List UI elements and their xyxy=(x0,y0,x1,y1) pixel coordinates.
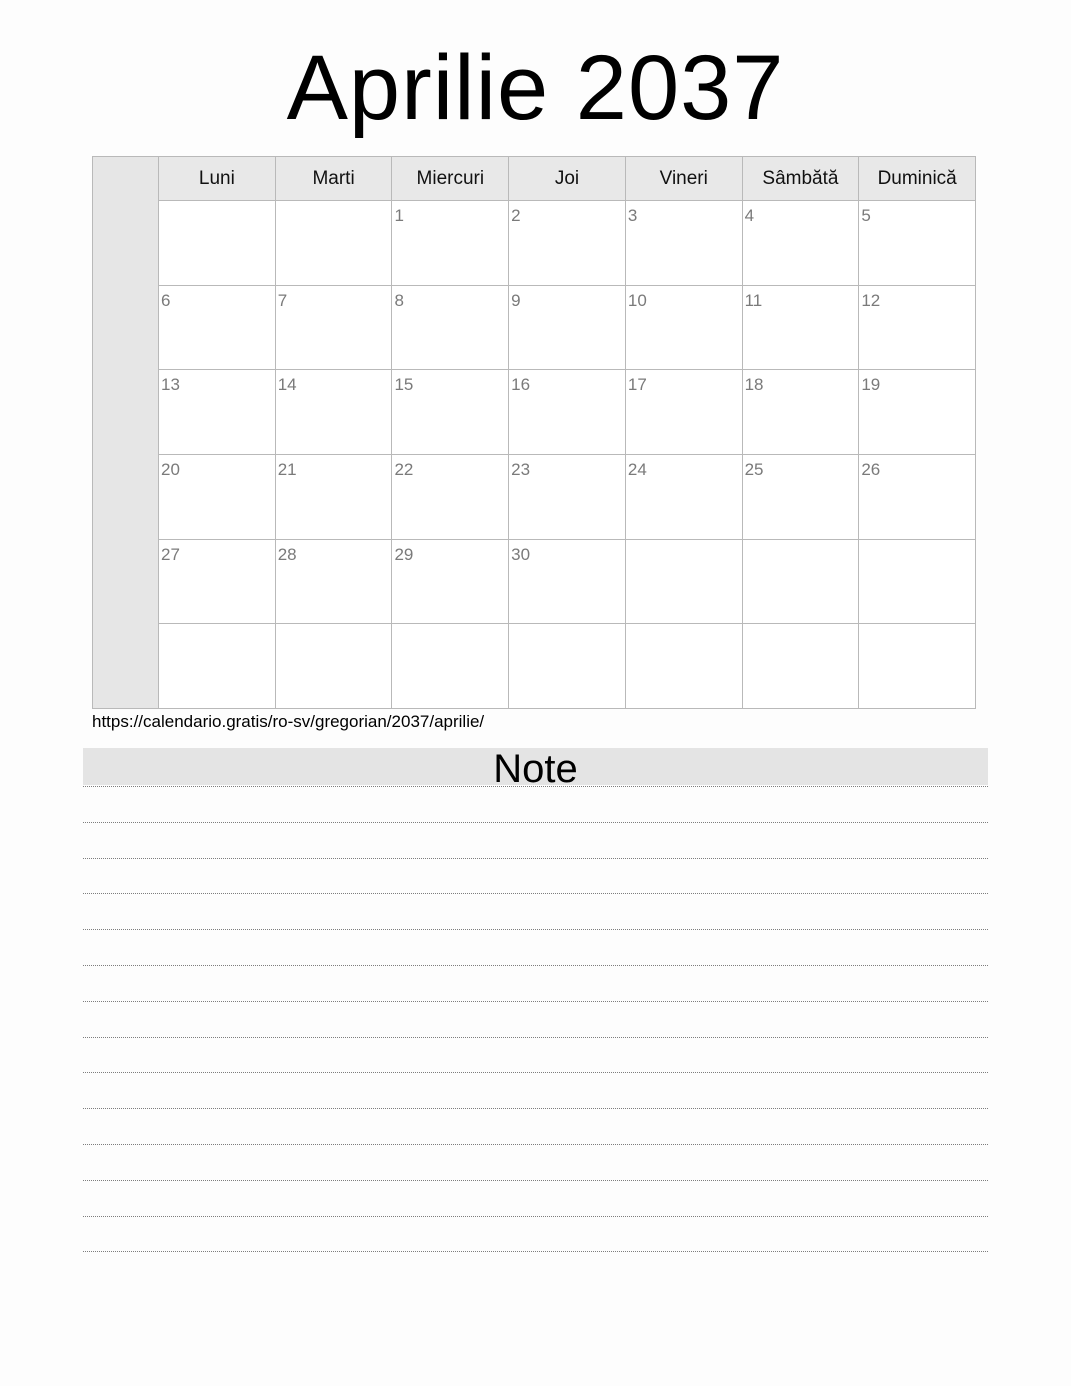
day-cell xyxy=(743,370,860,454)
day-number: 12 xyxy=(861,290,881,310)
notes-title: Note xyxy=(83,748,988,785)
week-row xyxy=(159,624,975,708)
day-cell xyxy=(159,201,276,285)
day-cell xyxy=(392,286,509,370)
day-number: 9 xyxy=(511,290,521,310)
day-cell xyxy=(509,286,626,370)
note-line xyxy=(83,1037,988,1038)
day-cell xyxy=(859,624,975,708)
day-cell xyxy=(859,370,975,454)
note-line xyxy=(83,1251,988,1252)
note-line xyxy=(83,893,988,894)
note-line xyxy=(83,1180,988,1181)
day-number: 2 xyxy=(511,206,521,225)
day-cell xyxy=(159,370,276,454)
day-number: 11 xyxy=(744,290,763,310)
weekday-label: Marti xyxy=(276,157,393,200)
day-cell xyxy=(392,455,509,539)
note-line xyxy=(83,1144,988,1145)
week-row xyxy=(159,201,975,286)
day-number: 10 xyxy=(627,290,647,310)
weekday-label: Duminică xyxy=(877,167,957,189)
day-number: 15 xyxy=(394,375,414,395)
day-cell xyxy=(276,286,393,370)
day-number: 25 xyxy=(744,460,764,480)
day-number: 30 xyxy=(511,544,531,564)
calendar-grid xyxy=(92,156,976,709)
day-number: 20 xyxy=(161,460,180,480)
day-cell xyxy=(859,286,975,370)
week-row xyxy=(159,540,975,625)
day-cell xyxy=(626,286,743,370)
day-number: 3 xyxy=(627,206,638,225)
day-cell xyxy=(626,370,743,454)
day-cell xyxy=(276,540,393,624)
day-number: 8 xyxy=(394,290,404,310)
source-url: https://calendario.gratis/ro-sv/gregorian/2037/aprilie/ xyxy=(92,712,485,731)
note-line xyxy=(83,786,988,787)
day-cell xyxy=(276,370,393,454)
day-cell xyxy=(509,455,626,539)
day-number: 27 xyxy=(161,544,180,564)
day-cell xyxy=(626,624,743,708)
day-number: 16 xyxy=(511,375,531,395)
day-cell xyxy=(626,455,743,539)
note-line xyxy=(83,1072,988,1073)
day-number: 6 xyxy=(161,290,171,310)
day-cell xyxy=(743,624,860,708)
weekday-label: Miercuri xyxy=(392,157,509,200)
day-cell xyxy=(159,540,276,624)
day-cell xyxy=(509,540,626,624)
day-cell xyxy=(276,201,393,285)
day-cell xyxy=(859,540,975,624)
note-line xyxy=(83,965,988,966)
day-cell xyxy=(626,201,743,285)
day-number: 23 xyxy=(511,460,531,480)
day-number: 1 xyxy=(394,206,404,225)
day-number: 13 xyxy=(161,375,180,395)
note-line xyxy=(83,858,988,859)
day-number: 18 xyxy=(744,375,764,395)
day-cell xyxy=(276,455,393,539)
day-cell xyxy=(743,201,860,285)
note-line xyxy=(83,929,988,930)
day-number: 4 xyxy=(744,206,755,225)
weekday-label: Luni xyxy=(159,157,276,200)
note-line xyxy=(83,1108,988,1109)
day-number: 19 xyxy=(861,375,881,395)
weekday-label: Sâmbătă xyxy=(743,157,860,200)
day-cell xyxy=(392,370,509,454)
day-number: 28 xyxy=(277,544,297,564)
day-cell xyxy=(859,201,975,285)
calendar-title: Aprilie 2037 xyxy=(286,37,785,139)
day-number: 21 xyxy=(277,460,297,480)
day-cell xyxy=(276,624,393,708)
week-row xyxy=(159,286,975,371)
day-cell xyxy=(392,540,509,624)
weekday-header xyxy=(159,157,975,201)
weekday-label: Vineri xyxy=(626,157,743,200)
day-cell xyxy=(743,286,860,370)
day-cell xyxy=(743,540,860,624)
calendar-body xyxy=(159,157,975,708)
day-cell xyxy=(743,455,860,539)
day-cell xyxy=(859,455,975,539)
day-number: 26 xyxy=(861,460,881,480)
day-cell xyxy=(626,540,743,624)
note-line xyxy=(83,822,988,823)
day-number: 14 xyxy=(277,375,297,395)
week-number-column xyxy=(93,157,159,708)
weekday-label: Joi xyxy=(509,157,626,200)
day-number: 7 xyxy=(277,290,288,310)
day-cell xyxy=(159,455,276,539)
week-row xyxy=(159,370,975,455)
day-cell xyxy=(159,624,276,708)
day-cell xyxy=(509,201,626,285)
day-number: 24 xyxy=(627,460,647,480)
day-cell xyxy=(509,370,626,454)
day-number: 5 xyxy=(861,206,871,225)
day-cell xyxy=(509,624,626,708)
day-number: 22 xyxy=(394,460,414,480)
week-row xyxy=(159,455,975,540)
day-cell xyxy=(159,286,276,370)
day-cell xyxy=(392,624,509,708)
note-line xyxy=(83,1001,988,1002)
day-number: 17 xyxy=(627,375,647,395)
note-line xyxy=(83,1216,988,1217)
day-cell xyxy=(392,201,509,285)
day-number: 29 xyxy=(394,544,414,564)
